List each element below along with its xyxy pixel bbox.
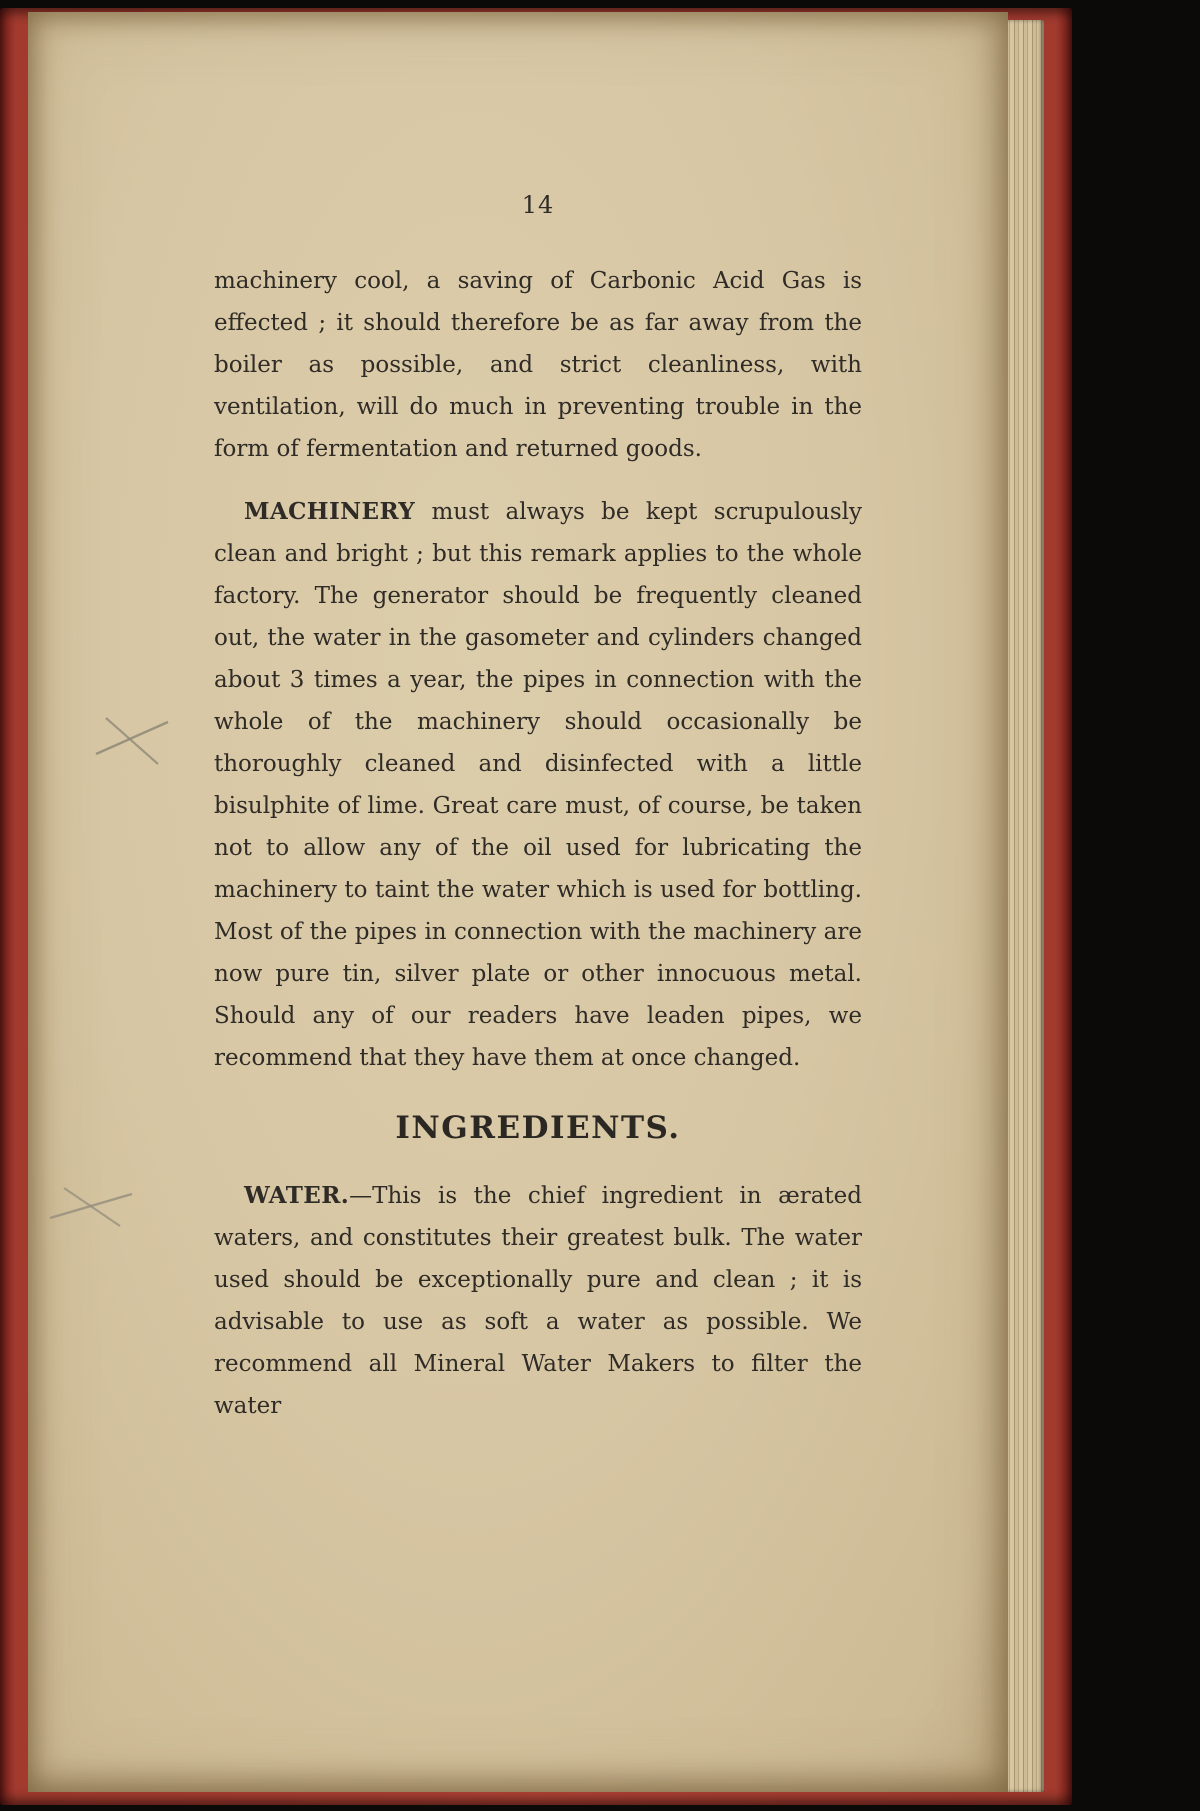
text-block [214,184,862,1448]
pencil-x-mark [92,712,174,770]
paragraph-lead-water: WATER. [244,1182,350,1209]
section-heading-ingredients: INGREDIENTS. [395,1110,681,1146]
paragraph-lead-machinery: MACHINERY [244,498,416,525]
paragraph-machinery [214,491,862,1079]
paragraph-machinery-cool: machinery cool, a saving of Carbonic Acid Gas is effected ; it should therefore be as far away from the boiler as possible, and strict cleanliness, with ventilation, will do much in preventing trouble in the form of fermentation and returned goods. [214,268,862,462]
page-edges [1006,20,1044,1792]
paragraph-text-water: —This is the chief ingredient in ærated waters, and constitutes their greatest bulk. The water used should be exceptionally pure and clean ; it is advisable to use as soft a water as possible. We recommend all Mineral Water Makers to filter the water [214,1183,862,1419]
book-page [28,12,1008,1792]
paragraph-text-machinery: must always be kept scrupulously clean and bright ; but this remark applies to the whole factory. The generator should be frequently cleaned out, the water in the gasometer and cylinders changed about 3 times a year, the pipes in connection with the whole of the machinery should occasionally be thoroughly cleaned and disinfected with a little bisulphite of lime. Great care must, of course, be taken not to allow any of the oil used for lubricating the machinery to taint the water which is used for bottling. Most of the pipes in connection with the machinery are now pure tin, silver plate or other innocuous metal. Should any of our readers have leaden pipes, we recommend that they have them at once changed. [214,499,862,1071]
paragraph-water [214,1175,862,1427]
pencil-x-mark [46,1182,138,1232]
page-number: 14 [521,191,555,219]
